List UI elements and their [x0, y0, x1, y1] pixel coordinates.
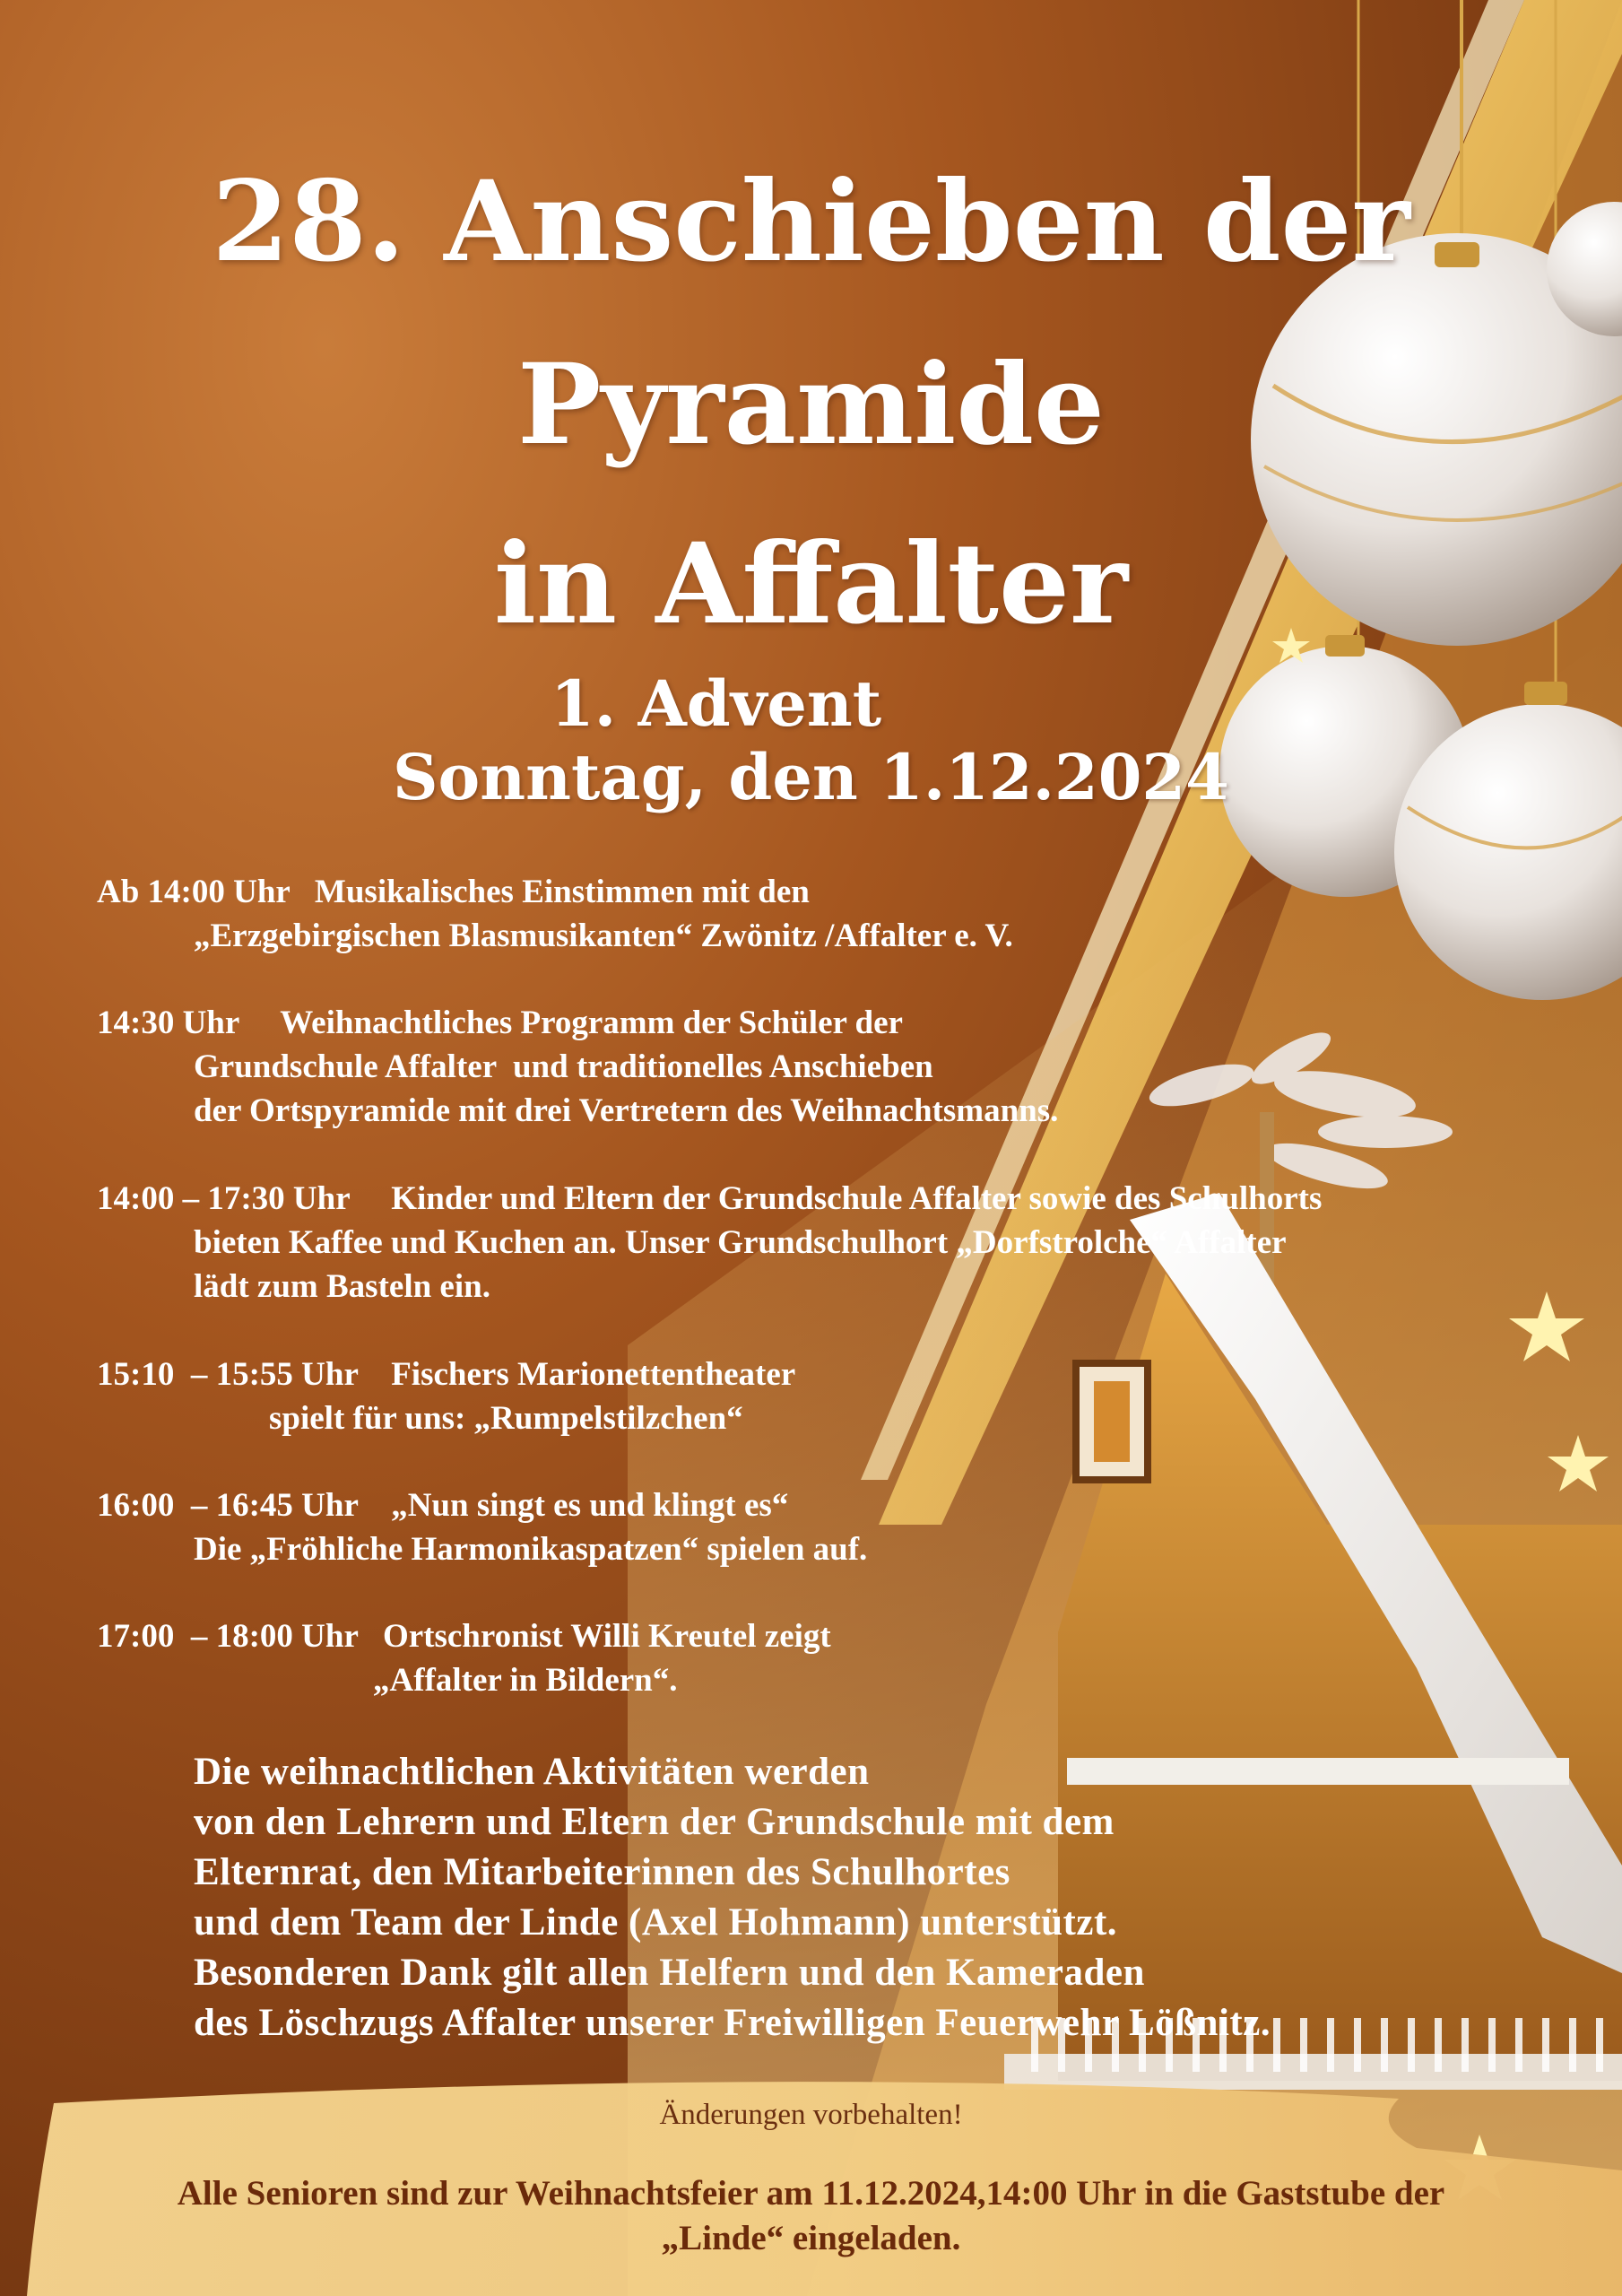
thanks-line: des Löschzugs Affalter unserer Freiwilligen Feuerwehr Lößnitz. — [194, 2002, 1271, 2044]
thanks-paragraph — [194, 1747, 1271, 2048]
program-time-line: Ab 14:00 Uhr Musikalisches Einstimmen mit den — [97, 874, 810, 910]
program-time-line: 14:30 Uhr Weihnachtliches Programm der Schüler der — [97, 1004, 903, 1041]
program-item — [97, 1352, 795, 1440]
program-desc-line: der Ortspyramide mit drei Vertretern des Weihnachtsmanns. — [194, 1092, 1059, 1129]
thanks-line: Elternrat, den Mitarbeiterinnen des Schulhortes — [194, 1851, 1010, 1893]
program-desc-line: Grundschule Affalter und traditionelles Anschieben — [194, 1048, 933, 1085]
program-desc-line: „Erzgebirgischen Blasmusikanten“ Zwönitz /Affalter e. V. — [194, 918, 1013, 954]
program-item — [97, 1001, 1058, 1133]
program-time-line: 16:00 – 16:45 Uhr „Nun singt es und klingt es“ — [97, 1487, 789, 1524]
title-line-1: 28. Anschieben der — [212, 157, 1410, 287]
program-desc-line: spielt für uns: „Rumpelstilzchen“ — [269, 1400, 743, 1437]
program-item — [97, 870, 1013, 958]
program-item — [97, 1177, 1322, 1309]
program-desc-line: Die „Fröhliche Harmonikaspatzen“ spielen auf. — [194, 1531, 868, 1568]
title-line-3: in Affalter — [493, 519, 1129, 649]
thanks-line: Die weihnachtlichen Aktivitäten werden — [194, 1751, 870, 1793]
program-desc-line: „Affalter in Bildern“. — [373, 1662, 678, 1699]
thanks-line: von den Lehrern und Eltern der Grundschule mit dem — [194, 1801, 1115, 1843]
event-date: Sonntag, den 1.12.2024 — [393, 740, 1229, 814]
title-line-2: Pyramide — [517, 340, 1105, 470]
program-time-line: 15:10 – 15:55 Uhr Fischers Marionettentheater — [97, 1356, 796, 1393]
program-item — [97, 1614, 831, 1702]
seniors-invitation — [0, 2171, 1622, 2261]
program-item — [97, 1483, 867, 1571]
program-time-line: 17:00 – 18:00 Uhr Ortschronist Willi Kreutel zeigt — [97, 1618, 831, 1655]
program-desc-line: bieten Kaffee und Kuchen an. Unser Grundschulhort „Dorfstrolche“ Affalter — [194, 1224, 1287, 1261]
thanks-line: Besonderen Dank gilt allen Helfern und den Kameraden — [194, 1952, 1145, 1994]
program-time-line: 14:00 – 17:30 Uhr Kinder und Eltern der Grundschule Affalter sowie des Schulhorts — [97, 1180, 1323, 1217]
program-desc-line: lädt zum Basteln ein. — [194, 1268, 490, 1305]
seniors-line-1: Alle Senioren sind zur Weihnachtsfeier am 11.12.2024,14:00 Uhr in die Gaststube der — [177, 2174, 1445, 2213]
thanks-line: und dem Team der Linde (Axel Hohmann) unterstützt. — [194, 1901, 1118, 1944]
advent-label: 1. Advent — [551, 666, 882, 741]
changes-reserved-note: Änderungen vorbehalten! — [659, 2099, 963, 2131]
seniors-line-2: „Linde“ eingeladen. — [661, 2219, 961, 2257]
